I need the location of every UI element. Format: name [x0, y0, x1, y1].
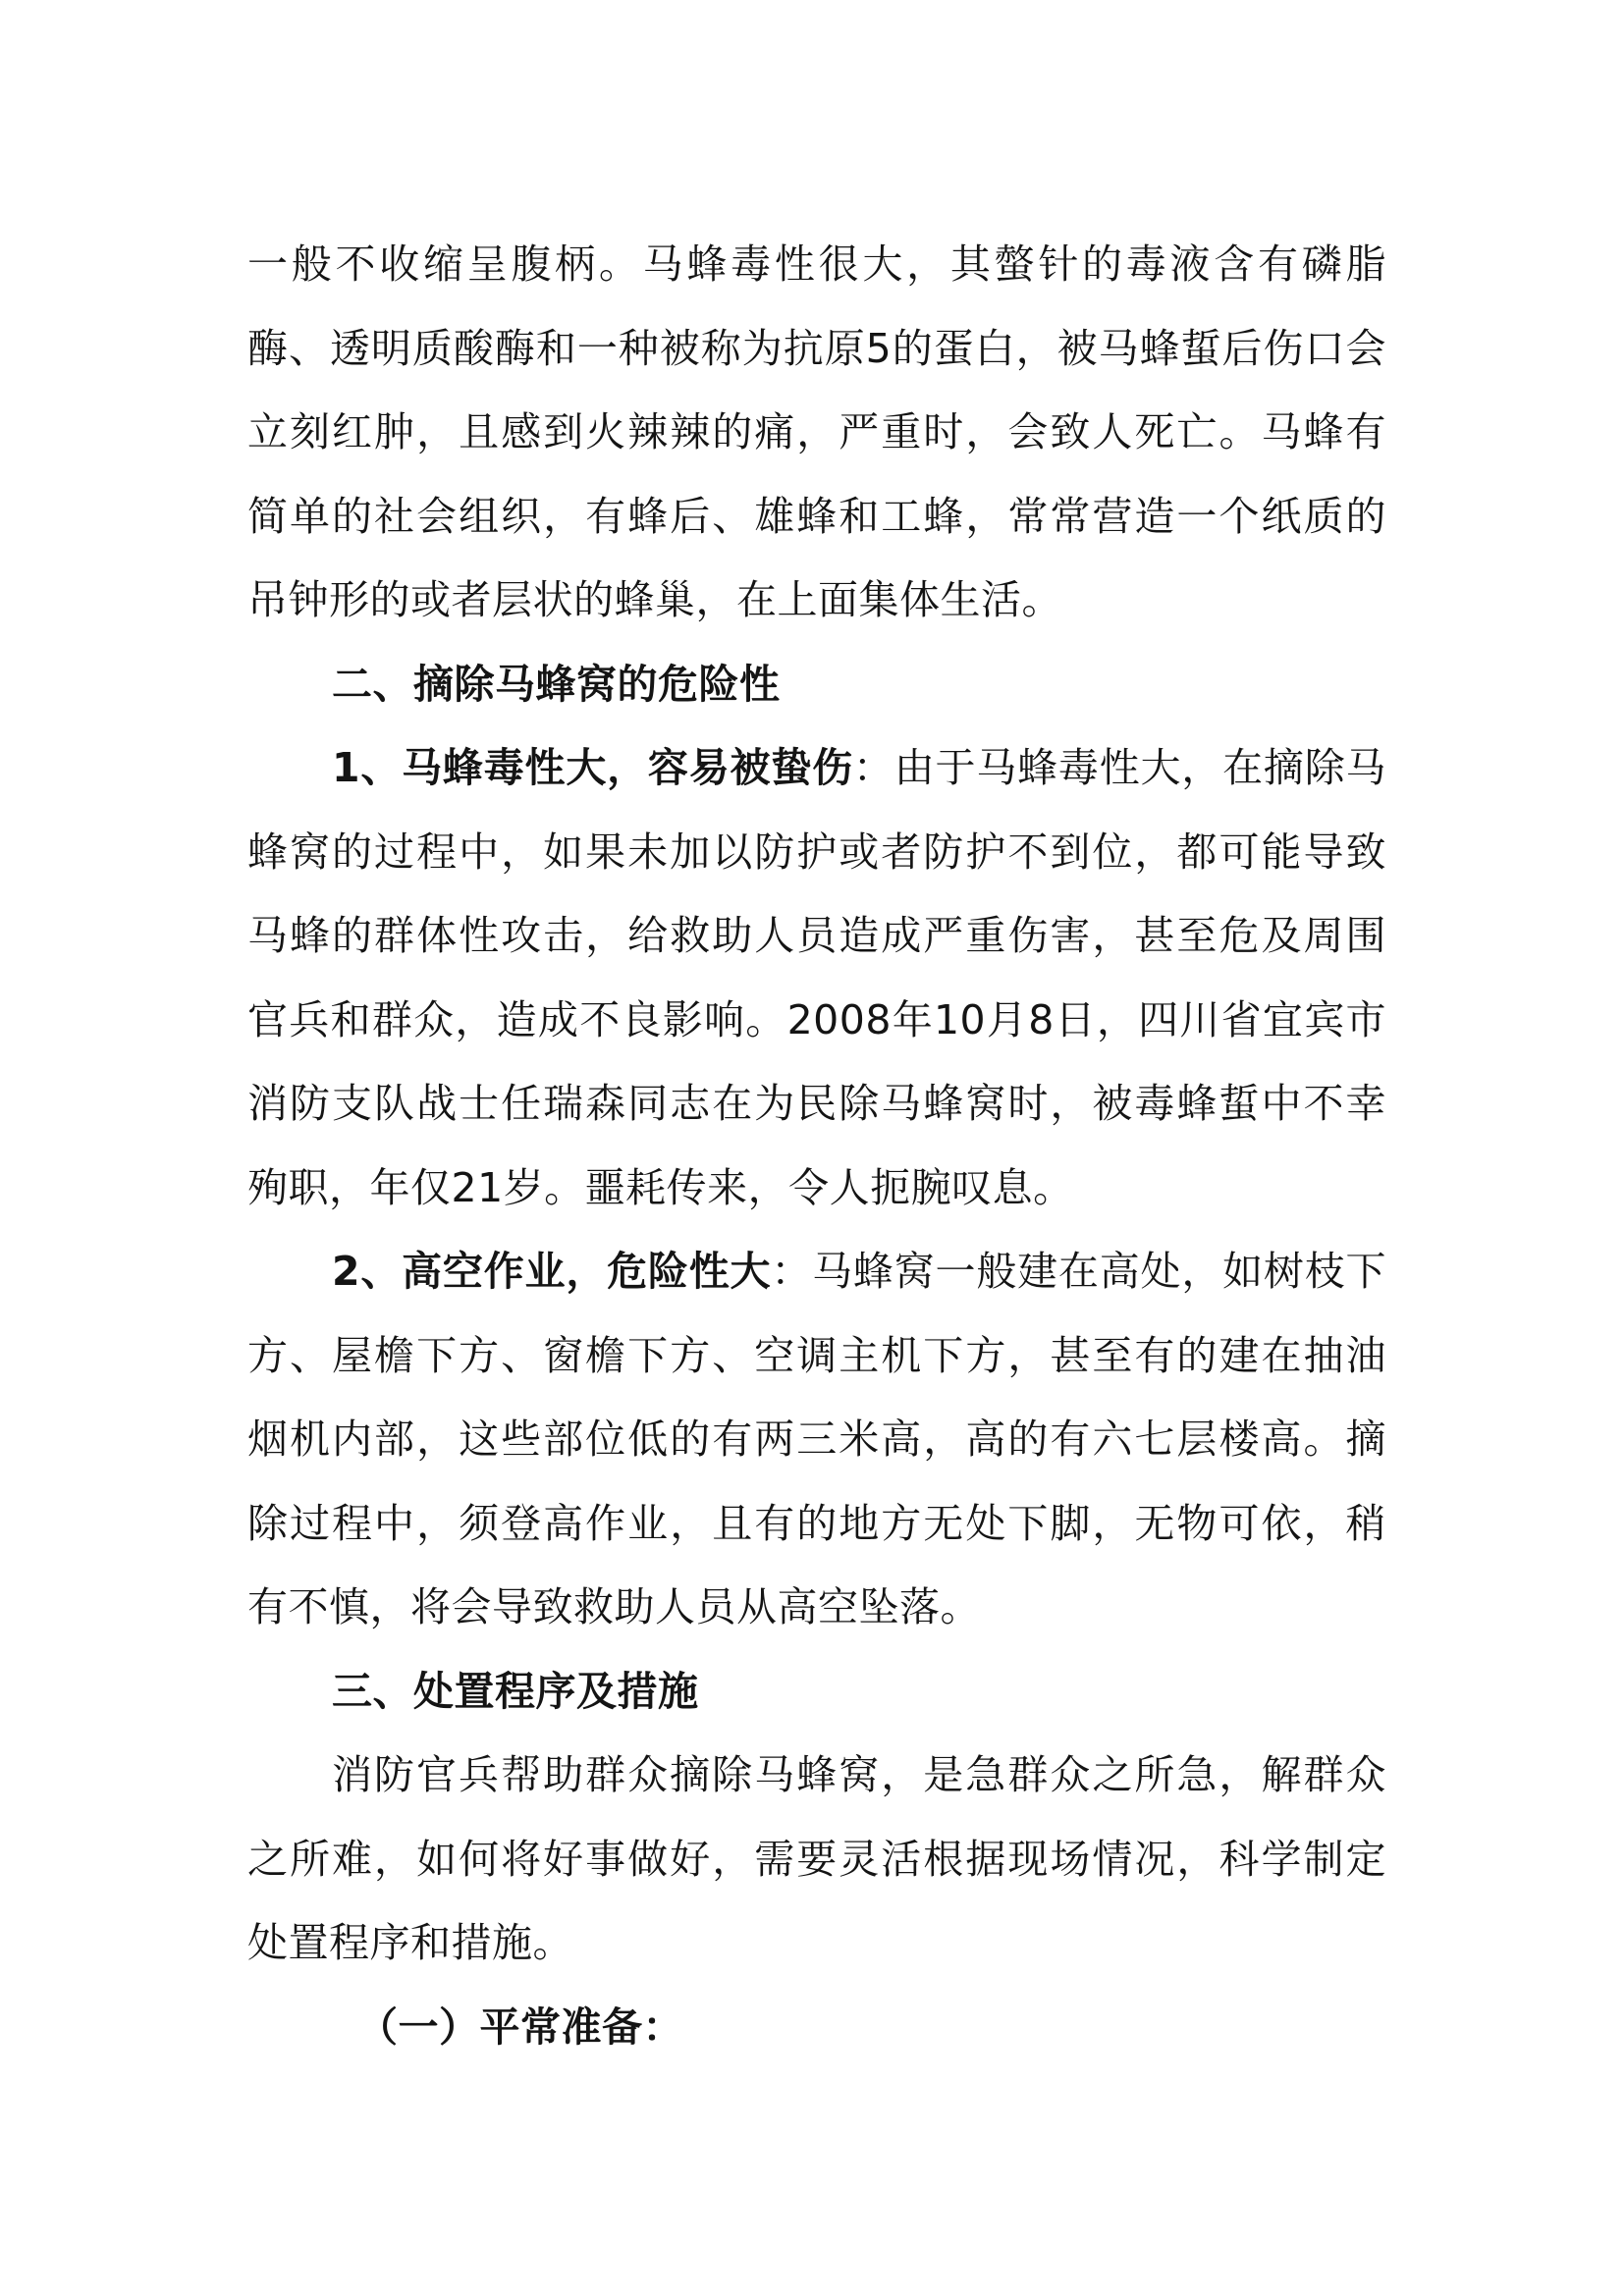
subsection-heading-preparation [247, 1986, 1386, 2070]
document-body [247, 223, 1386, 2069]
paragraph-text: 消防官兵帮助群众摘除马蜂窝，是急群众之所急，解群众之所难，如何将好事做好，需要灵活根据现场情况，科学制定处置程序和措施。 [247, 1751, 1386, 1966]
paragraph-lead: 1、马蜂毒性大，容易被蛰伤 [332, 744, 853, 791]
section-heading-procedure [247, 1650, 1386, 1735]
section-heading-danger [247, 643, 1386, 727]
paragraph-toxicity-risk [247, 726, 1386, 1230]
paragraph-height-risk [247, 1230, 1386, 1650]
paragraph-lead: 2、高空作业，危险性大 [332, 1248, 772, 1295]
paragraph-wasp-description [247, 223, 1386, 643]
paragraph-procedure-intro [247, 1734, 1386, 1986]
paragraph-text: ：马蜂窝一般建在高处，如树枝下方、屋檐下方、窗檐下方、空调主机下方，甚至有的建在抽油烟机内部，这些部位低的有两三米高，高的有六七层楼高。摘除过程中，须登高作业，且有的地方无处下脚，无物可依，稍有不慎，将会导致救助人员从高空坠落。 [247, 1248, 1387, 1630]
heading-text: （一）平常准备： [357, 2002, 683, 2051]
paragraph-text: ：由于马蜂毒性大，在摘除马蜂窝的过程中，如果未加以防护或者防护不到位，都可能导致马蜂的群体性攻击，给救助人员造成严重伤害，甚至危及周围官兵和群众，造成不良影响。2008年10月8日，四川省宜宾市消防支队战士任瑞森同志在为民除马蜂窝时，被毒蜂蜇中不幸殉职，年仅21岁。噩耗传来，令人扼腕叹息。 [247, 744, 1387, 1211]
paragraph-text: 一般不收缩呈腹柄。马蜂毒性很大，其螫针的毒液含有磷脂酶、透明质酸酶和一种被称为抗原5的蛋白，被马蜂蜇后伤口会立刻红肿，且感到火辣辣的痛，严重时，会致人死亡。马蜂有简单的社会组织，有蜂后、雄蜂和工蜂，常常营造一个纸质的吊钟形的或者层状的蜂巢，在上面集体生活。 [247, 240, 1386, 623]
heading-text: 二、摘除马蜂窝的危险性 [332, 660, 781, 708]
heading-text: 三、处置程序及措施 [332, 1667, 699, 1715]
